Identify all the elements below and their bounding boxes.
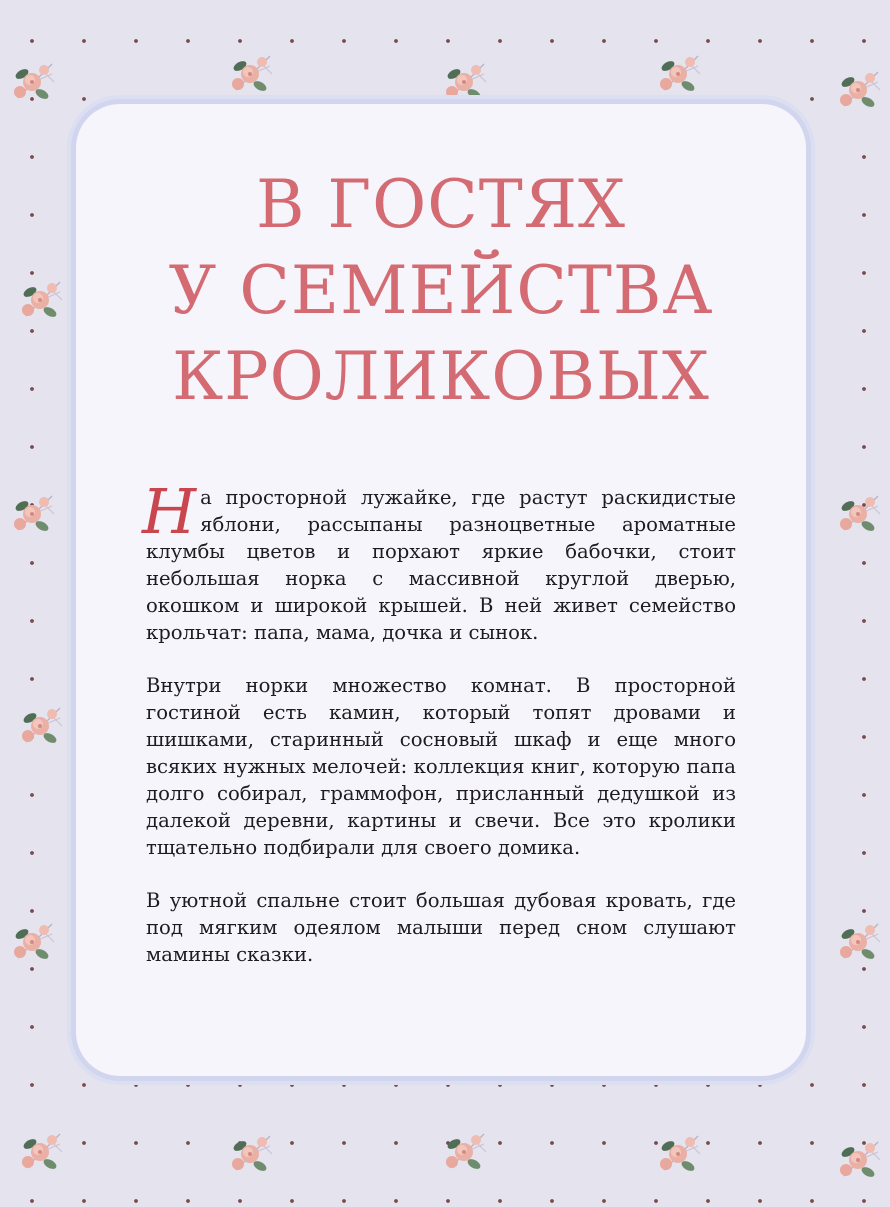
- flower-decoration-icon: [834, 912, 890, 968]
- paragraph-3: В уютной спальне стоит большая дубовая кровать, где под мягким одеялом малыши перед сном слушают мамины сказки.: [146, 889, 736, 966]
- flower-decoration-icon: [8, 52, 64, 108]
- flower-decoration-icon: [16, 270, 72, 326]
- paragraph-1-text: а просторной лужайке, где растут раскидистые яблони, рассыпаны разноцветные ароматные клумбы цветов и порхают яркие бабочки, стоит небольшая норка с массивной круглой дверью, окошком и широкой крышей. В ней живет семейство крольчат: папа, мама, дочка и сынок.: [146, 486, 736, 644]
- story-text: [142, 475, 736, 994]
- title-line-2: У СЕМЕЙСТВА: [168, 252, 714, 329]
- flower-decoration-icon: [226, 44, 282, 100]
- drop-cap: Н: [142, 475, 197, 548]
- flower-decoration-icon: [834, 60, 890, 116]
- title-line-1: В ГОСТЯХ: [255, 166, 627, 243]
- flower-decoration-icon: [16, 1122, 72, 1178]
- paragraph-2: Внутри норки множество комнат. В просторной гостиной есть камин, который топят дровами и шишками, старинный сосновый шкаф и еще много всяких нужных мелочей: коллекция книг, которую папа долго собирал, граммофон, присланный дедушкой из далекой деревни, картины и свечи. Все это кролики тщательно подбирали для своего домика.: [146, 674, 736, 859]
- flower-decoration-icon: [834, 484, 890, 540]
- flower-decoration-icon: [654, 44, 710, 100]
- flower-decoration-icon: [440, 1122, 496, 1178]
- flower-decoration-icon: [8, 484, 64, 540]
- flower-decoration-icon: [440, 52, 496, 108]
- flower-decoration-icon: [834, 1130, 890, 1186]
- title-line-3: КРОЛИКОВЫХ: [172, 338, 710, 415]
- flower-decoration-icon: [16, 696, 72, 752]
- flower-decoration-icon: [654, 1124, 710, 1180]
- flower-decoration-icon: [8, 912, 64, 968]
- flower-decoration-icon: [226, 1124, 282, 1180]
- text-card: [76, 104, 806, 1076]
- paragraph-1: [142, 475, 736, 646]
- page-title: [76, 162, 806, 420]
